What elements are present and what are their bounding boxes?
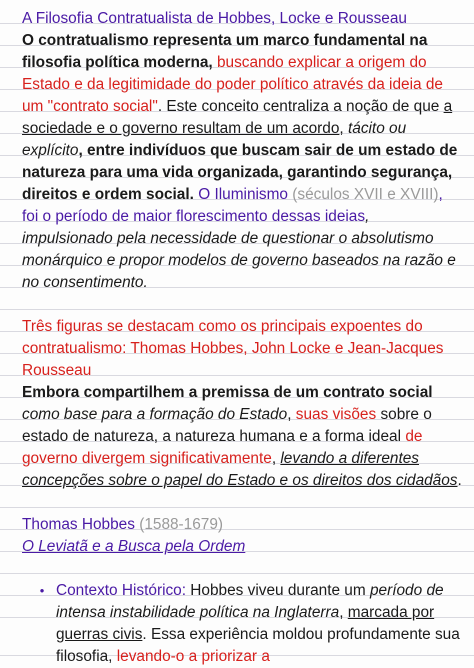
intro-text-3: . Este conceito centraliza a noção de que <box>157 98 444 115</box>
spacer <box>22 492 462 514</box>
divergence-text-4: suas visões <box>295 406 377 423</box>
divergence-paragraph <box>22 382 462 492</box>
hobbes-name: Thomas Hobbes <box>22 516 135 533</box>
divergence-text-9: . <box>457 472 462 489</box>
divergence-text-2: como base para a formação do Estado <box>22 406 288 423</box>
bullet-text-4: marcada por guerras civis <box>56 604 435 643</box>
divergence-text-1: Embora compartilhem a premissa de um contrato social <box>22 384 433 401</box>
intro-text-2: buscando explicar a origem do Estado e da legitimidade do poder político através da ideia de um "contrato social" <box>22 54 443 115</box>
bullet-label: Contexto Histórico: <box>56 582 187 599</box>
bullet-text-5: . Essa experiência moldou profundamente sua filosofia, <box>56 626 460 665</box>
hobbes-years: (1588-1679) <box>134 516 224 533</box>
intro-text-6: tácito ou explícito <box>22 120 407 159</box>
bullet-text-2: período de intensa instabilidade política na Inglaterra <box>56 582 444 621</box>
bullet-text-1: Hobbes viveu durante um <box>186 582 370 599</box>
divergence-text-8: levando a diferentes concepções sobre o papel do Estado e os direitos dos cidadãos <box>22 450 458 489</box>
intro-paragraph <box>22 30 462 294</box>
intro-text-4: a sociedade e o governo resultam de um acordo <box>22 98 453 137</box>
spacer <box>22 294 462 316</box>
divergence-text-7: , <box>271 450 281 467</box>
intro-text-9: (séculos XVII e XVIII) <box>292 186 439 203</box>
hobbes-heading <box>22 514 462 536</box>
bullet-text-3: , <box>339 604 348 621</box>
divergence-text-3: , <box>287 406 296 423</box>
intro-text-10: , foi o período de maior florescimento dessas ideias <box>22 186 443 225</box>
intro-text-5: , <box>339 120 348 137</box>
intro-text-11: , impulsionado pela necessidade de questionar o absolutismo monárquico e propor modelos de governo baseados na razão e no consentimento. <box>22 208 456 291</box>
figures-paragraph: Três figuras se destacam como os principais expoentes do contratualismo: Thomas Hobbes, John Locke e Jean-Jacques Rousseau <box>22 318 444 379</box>
hobbes-subtitle: O Leviatã e a Busca pela Ordem <box>22 538 246 555</box>
intro-text-8: O Iluminismo <box>193 186 293 203</box>
document-heading: A Filosofia Contratualista de Hobbes, Locke e Rousseau <box>22 10 407 27</box>
bullet-text <box>56 580 462 668</box>
bullet-icon: • <box>39 583 45 598</box>
intro-text-1: O contratualismo representa um marco fundamental na filosofia política moderna, <box>22 32 428 71</box>
bullet-text-6: levando-o a priorizar a <box>116 648 270 665</box>
divergence-text-5: sobre o estado de natureza, a natureza humana e a forma ideal <box>22 406 432 445</box>
list-item <box>22 580 462 668</box>
divergence-text-6: de governo divergem significativamente <box>22 428 423 467</box>
intro-text-7: , entre indivíduos que buscam sair de um estado de natureza para uma vida organizada, garantindo segurança, direitos e ordem social. <box>22 142 458 203</box>
